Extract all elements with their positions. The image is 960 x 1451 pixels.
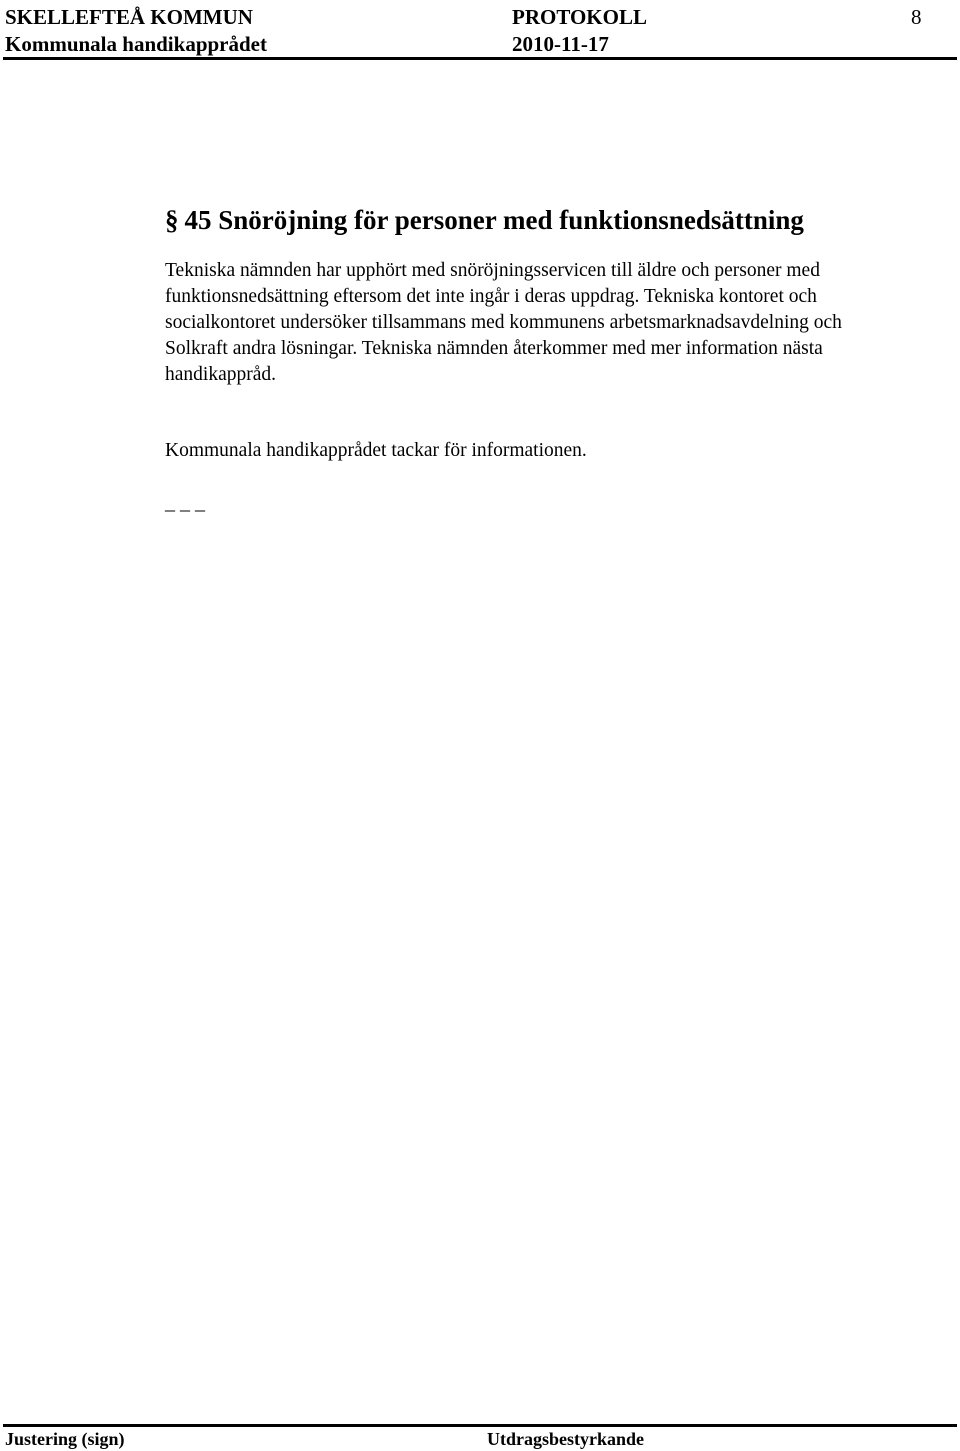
section-title: 45 Snöröjning för personer med funktionsnedsättning <box>184 205 804 235</box>
meeting-date: 2010-11-17 <box>512 32 609 56</box>
page-header <box>0 0 960 62</box>
conclusion-text: Kommunala handikapprådet tackar för informationen. <box>165 440 587 461</box>
signature-label: Justering (sign) <box>5 1429 125 1449</box>
body-line: Solkraft andra lösningar. Tekniska nämnden återkommer med mer information nästa <box>165 338 823 359</box>
document-type: PROTOKOLL <box>512 5 647 29</box>
certification-label: Utdragsbestyrkande <box>487 1429 645 1449</box>
body-line: socialkontoret undersöker tillsammans med kommunens arbetsmarknadsavdelning och <box>165 312 842 333</box>
organization-name: SKELLEFTEÅ KOMMUN <box>5 5 253 29</box>
paragraph-mark: § <box>165 205 179 235</box>
page-number: 8 <box>911 5 922 29</box>
body-line: handikappråd. <box>165 364 277 385</box>
body-line: funktionsnedsättning eftersom det inte ingår i deras uppdrag. Tekniska kontoret och <box>165 286 817 307</box>
end-marker: _ _ _ <box>165 492 205 514</box>
header-divider <box>3 57 957 60</box>
body-line: Tekniska nämnden har upphört med snöröjningsservicen till äldre och personer med <box>165 260 820 281</box>
footer-divider <box>3 1424 957 1427</box>
committee-name: Kommunala handikapprådet <box>5 32 267 56</box>
section-heading <box>165 204 804 236</box>
body-paragraph <box>165 258 842 388</box>
